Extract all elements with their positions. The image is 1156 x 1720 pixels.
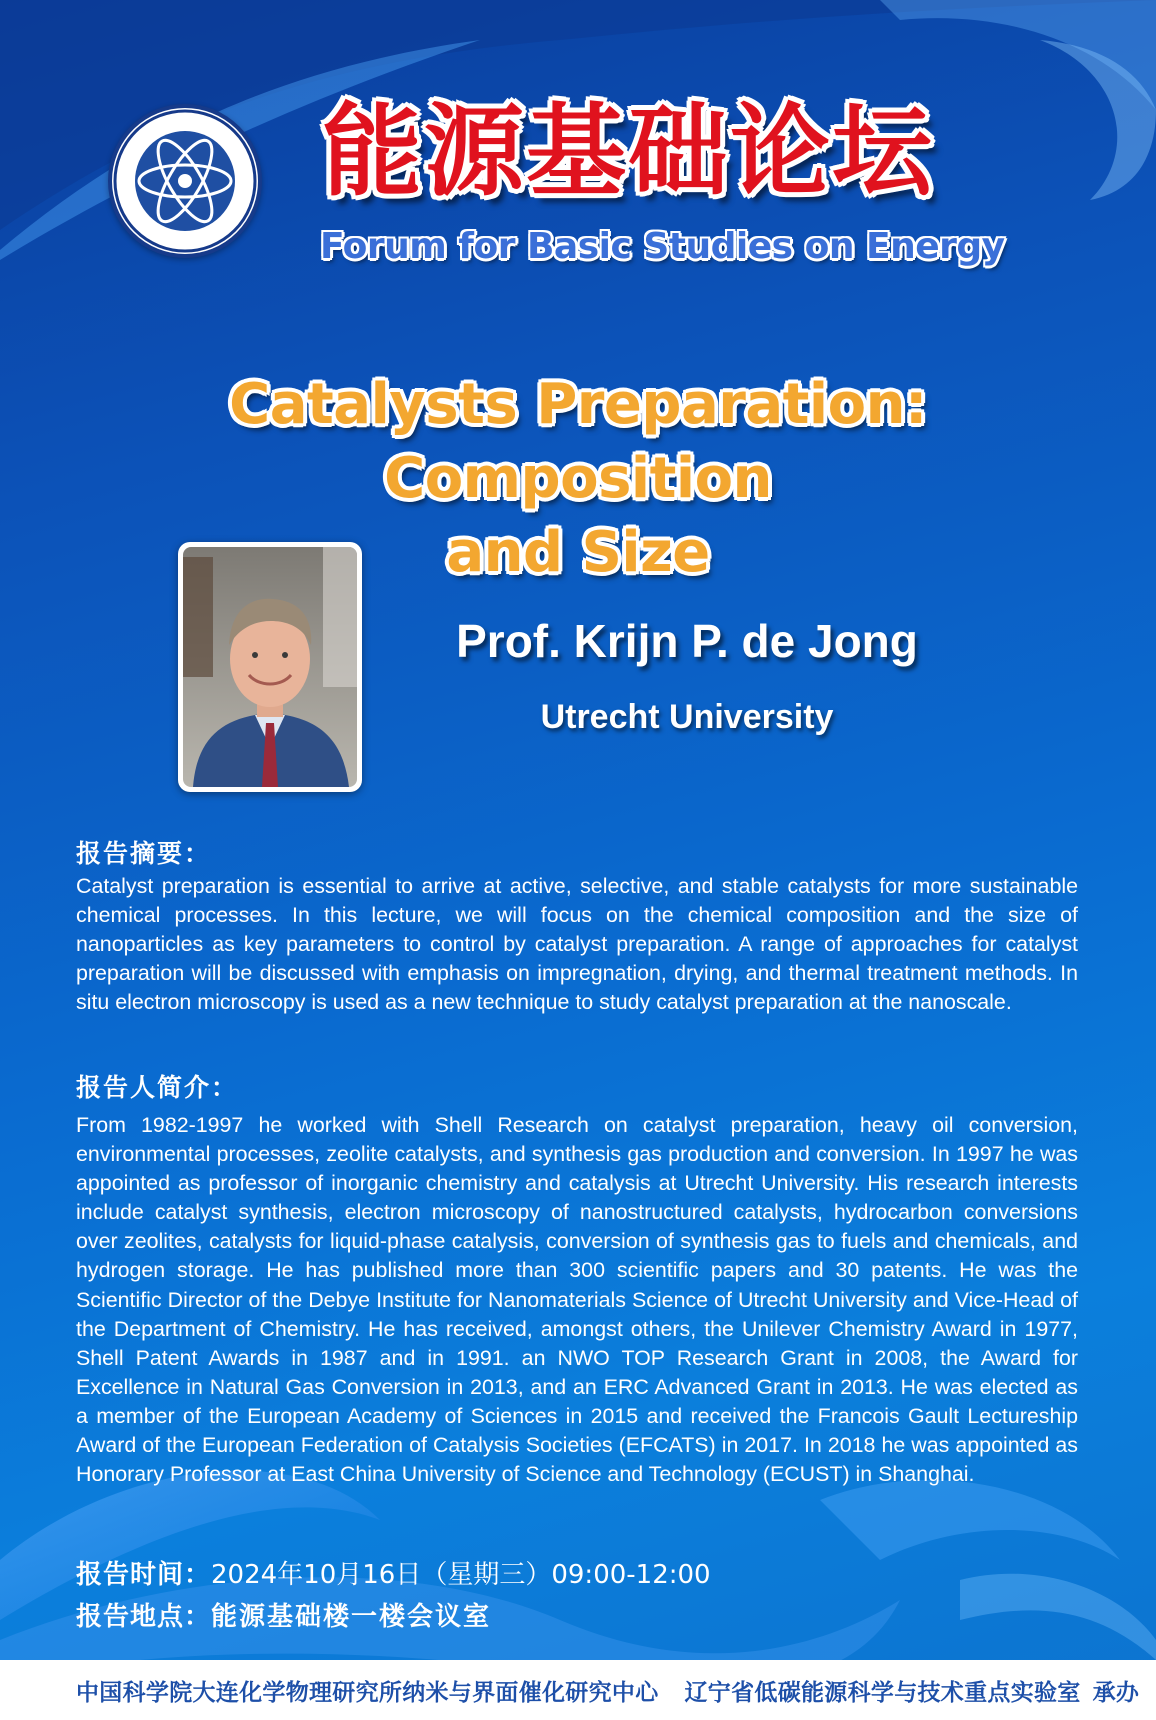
speaker-name: Prof. Krijn P. de Jong: [456, 615, 918, 667]
institute-logo: [108, 104, 262, 258]
talk-place: [76, 1596, 491, 1633]
speaker-photo: [178, 542, 362, 792]
speaker-portrait-icon: [183, 547, 357, 787]
footer-bar: [0, 1660, 1156, 1720]
forum-title-cn: 能源基础论坛: [322, 92, 934, 210]
bio-heading: 报告人简介：: [76, 1073, 239, 1102]
footer-org1: 中国科学院大连化学物理研究所纳米与界面催化研究中心: [76, 1680, 659, 1706]
time-value: 2024年10月16日（星期三）09:00-12:00: [211, 1560, 711, 1590]
place-label: 报告地点：: [76, 1602, 212, 1632]
talk-title-line2: and Size: [446, 520, 710, 585]
talk-time: [76, 1554, 711, 1591]
speaker-affiliation: Utrecht University: [540, 698, 834, 736]
talk-title-line1: Catalysts Preparation: Composition: [229, 372, 927, 511]
time-label: 报告时间：: [76, 1560, 212, 1590]
bio-text: From 1982-1997 he worked with Shell Research on catalyst preparation, heavy oil conversion, environmental processes, zeolite catalysts, and synthesis gas production and conversion. In 1997 he was appointed as professor of inorganic chemistry and catalysis at Utrecht University. His research interests include catalyst synthesis, electron microscopy of nanostructured catalysts, hydrocarbon conversions over zeolites, catalysts for liquid-phase catalysis, conversion of synthesis gas to fuels and chemicals, and hydrogen storage. He has published more than 300 scientific papers and 30 patents. He was the Scientific Director of the Debye Institute for Nanomaterials Science of Utrecht University and Vice-Head of the Department of Chemistry. He has received, amongst others, the Unilever Chemistry Award in 1977, Shell Patent Awards in 1987 and in 1991. an NWO TOP Research Grant in 2008, the Award for Excellence in Natural Gas Conversion in 2013, and an ERC Advanced Grant in 2013. He was elected as a member of the European Academy of Sciences in 2015 and received the Francois Gault Lectureship Award of the European Federation of Catalysis Societies (EFCATS) in 2017. In 2018 he was appointed as Honorary Professor at East China University of Science and Technology (ECUST) in Shanghai.: [76, 1113, 1078, 1487]
abstract-text: Catalyst preparation is essential to arrive at active, selective, and stable catalysts for more sustainable chemical processes. In this lecture, we will focus on the chemical composition and the size of nanoparticles as key parameters to control by catalyst preparation. A range of approaches for catalyst preparation will be discussed with emphasis on impregnation, drying, and thermal treatment methods. In situ electron microscopy is used as a new technique to study catalyst preparation at the nanoscale.: [76, 874, 1078, 1015]
forum-title-en: Forum for Basic Studies on Energy: [320, 226, 1005, 267]
footer-org2: 辽宁省低碳能源科学与技术重点实验室: [684, 1680, 1081, 1706]
footer-organizers: [76, 1674, 1139, 1707]
place-value: 能源基础楼一楼会议室: [211, 1602, 492, 1632]
atom-emblem-icon: [112, 108, 258, 254]
footer-role: 承办: [1092, 1680, 1140, 1706]
abstract-heading: 报告摘要：: [76, 839, 212, 868]
